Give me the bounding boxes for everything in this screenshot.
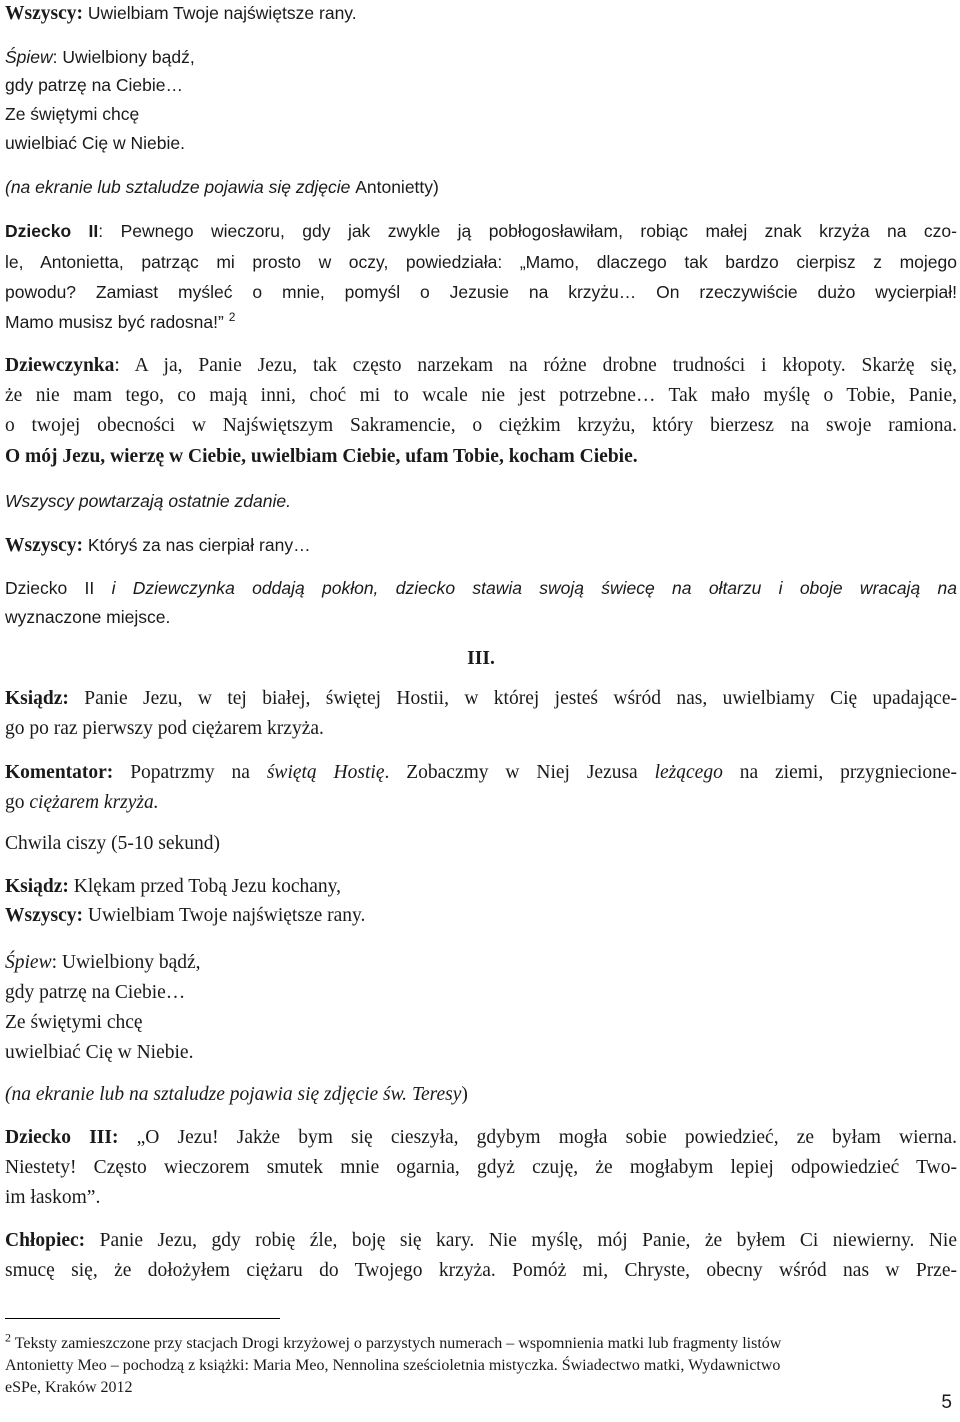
speaker-label: Dziecko II: [5, 221, 99, 241]
paragraph-text: Panie Jezu, w tej białej, świętej Hostii, w której jesteś wśród nas, uwielbiamy Cię upadające-: [68, 688, 957, 709]
paragraph-text: leżącego: [654, 762, 723, 783]
all-response-line: [5, 903, 365, 929]
speaker-label: Dziecko III:: [5, 1127, 119, 1148]
song-label: Śpiew: [5, 952, 52, 973]
paragraph-line: [5, 353, 957, 379]
song-text: : Uwielbiony bądź,: [52, 47, 195, 67]
all-response-line: [5, 532, 311, 559]
paragraph-line: go po raz pierwszy pod ciężarem krzyża.: [5, 718, 324, 739]
stage-text: (na ekranie lub na sztaludze pojawia się zdjęcie św.: [5, 1084, 412, 1105]
speaker-label: Wszyscy:: [5, 535, 83, 556]
paragraph-line: [5, 218, 957, 244]
instruction-line: Chwila ciszy (5-10 sekund): [5, 833, 220, 854]
paragraph-line: [5, 1125, 957, 1151]
song-line: [5, 44, 195, 70]
paragraph-line: [5, 309, 235, 335]
speaker-label: Chłopiec:: [5, 1230, 86, 1251]
speaker-label: Komentator:: [5, 762, 114, 783]
song-line: gdy patrzę na Ciebie…: [5, 982, 186, 1003]
paragraph-line: [5, 790, 159, 816]
paragraph-text: : A ja, Panie Jezu, tak często narzekam na różne drobne trudności i kłopoty. Skarżę się,: [114, 355, 957, 376]
response-text: Uwielbiam Twoje najświętsze rany.: [82, 905, 366, 926]
song-line: uwielbiać Cię w Niebie.: [5, 133, 185, 153]
paragraph-text: . Zobaczmy w Niej Jezusa: [384, 762, 655, 783]
paragraph-text: Mamo musisz być radosna!”: [5, 312, 224, 332]
station-heading: III.: [467, 648, 495, 669]
paragraph-line: im łaskom”.: [5, 1187, 101, 1208]
song-line: [5, 950, 201, 976]
speaker-label: Wszyscy:: [5, 905, 83, 926]
page-number: 5: [941, 1392, 952, 1413]
stage-direction: wyznaczone miejsce.: [5, 607, 171, 627]
paragraph-line: [5, 874, 341, 900]
speaker-label: Dziewczynka: [5, 355, 115, 376]
paragraph-line: le, Antonietta, patrząc mi prosto w oczy, powiedziała: „Mamo, dlaczego tak bardzo cierpisz z mojego: [5, 252, 957, 272]
song-line: Ze świętymi chcę: [5, 1012, 143, 1033]
paragraph-text: Panie Jezu, gdy robię źle, boję się kary. Nie myślę, mój Panie, że byłem Ci niewierny. Nie: [85, 1230, 957, 1251]
paragraph-text: „O Jezu! Jakże bym się cieszyła, gdybym mogła sobie powiedzieć, ze byłam wierna.: [118, 1127, 957, 1148]
stage-name: Dziecko II: [5, 578, 112, 598]
paragraph-text: ciężarem krzyża.: [29, 792, 159, 813]
paragraph-line: Niestety! Często wieczorem smutek mnie ogarnia, gdyż czuję, że mogłabym lepiej odpowiedzieć Two-: [5, 1157, 957, 1178]
paragraph-text: Popatrzmy na: [113, 762, 267, 783]
song-text: : Uwielbiony bądź,: [51, 952, 201, 973]
stage-direction: [5, 1082, 468, 1108]
footnote-line: [5, 1330, 782, 1355]
paragraph-text: go: [5, 792, 30, 813]
stage-direction: [5, 174, 439, 200]
paragraph-line: [5, 686, 957, 712]
stage-direction: [5, 575, 957, 601]
paragraph-line: że nie mam tego, co mają inni, choć mi to wcale nie jest potrzebne… Tak mało myślę o Tobie, Panie,: [5, 385, 957, 406]
paragraph-text: świętą Hostię: [266, 762, 385, 783]
paragraph-line: smucę się, że dołożyłem ciężaru do Twojego krzyża. Pomóż mi, Chryste, obecny wśród nas w Prze-: [5, 1260, 957, 1281]
paragraph-line: o twojej obecności w Najświętszym Sakramencie, o ciężkim krzyżu, który bierzesz na swoje ramiona.: [5, 415, 957, 436]
paragraph-text: : Pewnego wieczoru, gdy jak zwykle ją pobłogosławiłam, robiąc małej znak krzyża na czo-: [98, 221, 957, 241]
response-text: Uwielbiam Twoje najświętsze rany.: [82, 3, 357, 23]
response-text: Któryś za nas cierpiał rany…: [82, 535, 311, 555]
all-response-line: [5, 0, 357, 27]
speaker-label: Wszyscy:: [5, 3, 83, 24]
stage-text: ): [461, 1084, 468, 1105]
footnote-number: 2: [5, 1330, 11, 1345]
song-line: Ze świętymi chcę: [5, 104, 140, 124]
footnote-text: Teksty zamieszczone przy stacjach Drogi krzyżowej o parzystych numerach – wspomnienia matki lub fragmenty listów: [11, 1335, 782, 1352]
speaker-label: Ksiądz:: [5, 876, 69, 897]
footnote-divider: [5, 1318, 280, 1319]
paragraph-text: na ziemi, przygniecione-: [722, 762, 958, 783]
footnote-line: eSPe, Kraków 2012: [5, 1379, 133, 1396]
footnote-ref: 2: [228, 310, 236, 325]
paragraph-line: O mój Jezu, wierzę w Ciebie, uwielbiam Ciebie, ufam Tobie, kocham Ciebie.: [5, 446, 638, 467]
speaker-label: Ksiądz:: [5, 688, 69, 709]
stage-name: Antonietty): [355, 177, 439, 197]
song-line: gdy patrzę na Ciebie…: [5, 75, 184, 95]
song-label: Śpiew: [5, 47, 53, 67]
footnote-line: Antonietty Meo – pochodzą z książki: Maria Meo, Nennolina sześcioletnia mistyczka. Świadectwo matki, Wydawnictwo: [5, 1357, 781, 1374]
song-line: uwielbiać Cię w Niebie.: [5, 1042, 194, 1063]
instruction-line: Wszyscy powtarzają ostatnie zdanie.: [5, 491, 291, 511]
paragraph-line: [5, 760, 957, 786]
stage-text: (na ekranie lub sztaludze pojawia się zdjęcie: [5, 177, 356, 197]
stage-name: Teresy: [411, 1084, 462, 1105]
paragraph-line: [5, 1228, 957, 1254]
stage-text: i Dziewczynka oddają pokłon, dziecko stawia swoją świecę na ołtarzu i oboje wracają na: [111, 578, 957, 598]
paragraph-line: powodu? Zamiast myśleć o mnie, pomyśl o Jezusie na krzyżu… On rzeczywiście dużo wycierpiał!: [5, 282, 957, 302]
paragraph-text: Klękam przed Tobą Jezu kochany,: [68, 876, 341, 897]
